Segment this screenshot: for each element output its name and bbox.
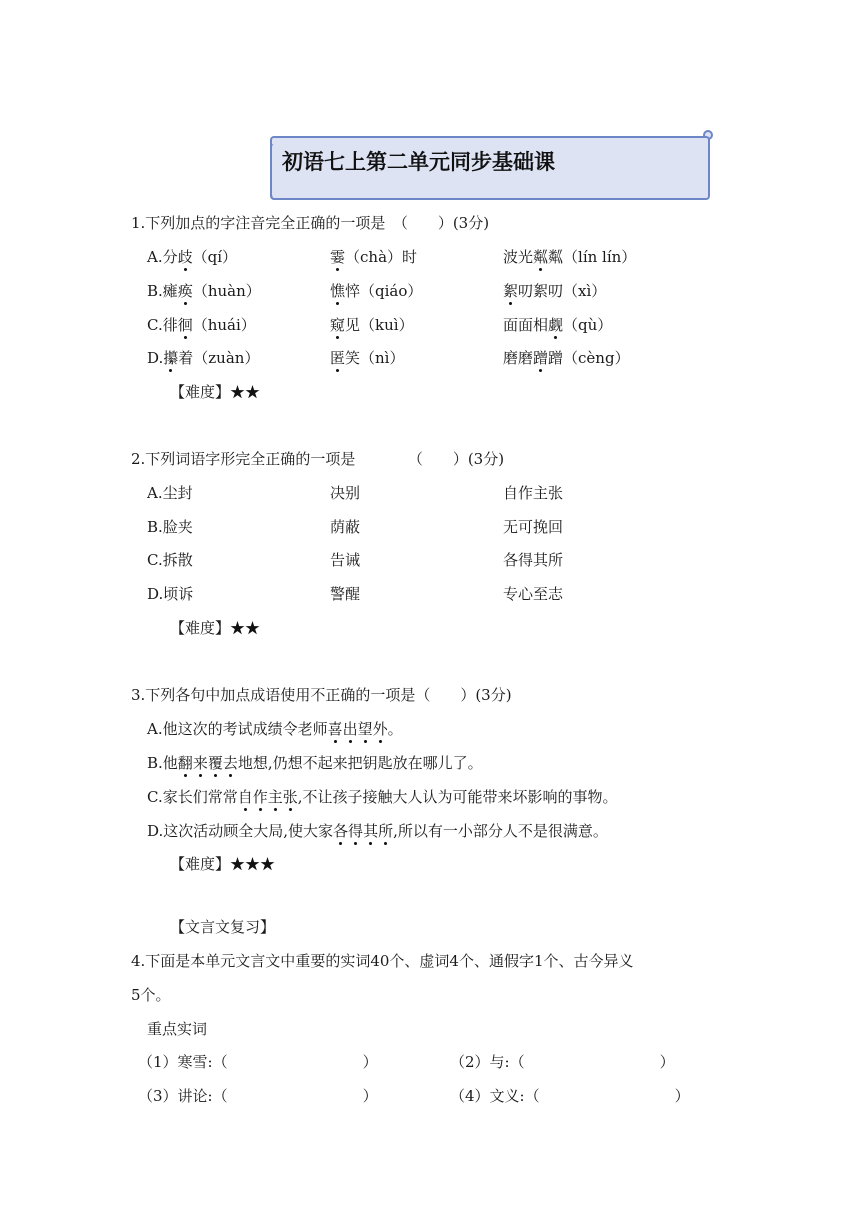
option-text: 地想,仍想不起来把钥匙放在哪儿了。 [237,754,483,772]
q2-option-c2: 决别 [330,484,361,502]
blank-item: （1）寒雪:（ ） [138,1053,378,1071]
option-text: 面面相 [503,316,549,334]
q1-option-c2 [330,314,414,335]
option-text: 笑（nì） [345,349,405,367]
option-text: D. [147,349,164,367]
option-text: B.他 [147,754,178,772]
emphasized-text: 匿 [330,349,346,367]
emphasized-text: 窥 [330,316,346,334]
q2-difficulty: 【难度】★★ [170,619,261,637]
option-text: C.家长们常常 [147,788,238,806]
q2-option-c3: 无可挽回 [503,518,564,536]
emphasized-text: 憔 [330,282,346,300]
blank-item: （3）讲论:（ ） [138,1087,378,1105]
q2-stem: 2.下列词语字形完全正确的一项是 （ ）(3分) [131,450,505,468]
difficulty-stars: ★★ [230,619,261,637]
option-text: C.徘 [147,316,178,334]
q2-option-c1: A.尘封 [147,484,193,502]
blank-item: （4）文义:（ ） [450,1087,690,1105]
option-text: A.分 [147,248,178,266]
q3-option [147,786,618,807]
q2-option-c2: 荫蔽 [330,518,361,536]
page-title: 初语七上第二单元同步基础课 [282,150,555,174]
option-text: （qí） [192,248,238,266]
difficulty-stars: ★★★ [230,855,276,873]
q4-stem-line1: 4.下面是本单元文言文中重要的实词40个、虚词4个、通假字1个、古今异义 [131,952,634,970]
q4-stem-line2: 5个。 [131,986,171,1004]
emphasized-text: 霎 [330,248,346,266]
q2-option-c2: 警醒 [330,585,361,603]
option-text: （huàn） [192,282,261,300]
q2-option-c1: D.顷诉 [147,585,194,603]
option-text: 蹭（cèng） [548,349,630,367]
option-text: ,不让孩子接触大人认为可能带来坏影响的事物。 [297,788,618,806]
q2-option-c2: 告诫 [330,551,361,569]
q4-subheading: 重点实词 [147,1020,208,1038]
q3-option [147,752,483,773]
option-text: 磨磨 [503,349,534,367]
q2-option-c3: 专心至志 [503,585,564,603]
emphasized-text: 蹭 [533,349,549,367]
blank-item: （2）与:（ ） [450,1053,675,1071]
q1-option-c3 [503,246,636,267]
emphasized-text: 痪 [177,282,193,300]
q3-option [147,718,403,739]
option-text: 粼（lín lín） [548,248,637,266]
emphasized-text: 粼 [533,248,549,266]
emphasized-text: 觑 [548,316,564,334]
q2-option-c1: B.脸夹 [147,518,193,536]
q1-difficulty: 【难度】★★ [170,383,261,401]
q1-option-c3 [503,314,612,335]
q1-option-c1 [147,280,261,301]
q2-option-c3: 自作主张 [503,484,564,502]
option-text: （chà）时 [345,248,418,266]
option-text: （qù） [563,316,613,334]
q1-option-c1 [147,246,237,267]
option-text: 悴（qiáo） [345,282,423,300]
option-text: 波光 [503,248,534,266]
q1-option-c2 [330,246,417,267]
q3-difficulty: 【难度】★★★ [170,855,276,873]
option-text: D.这次活动顾全大局,使大家 [147,822,334,840]
emphasized-text: 歧 [177,248,193,266]
q1-option-c1 [147,314,256,335]
emphasized-text: 翻来覆去 [177,754,238,772]
q1-option-c3 [503,280,606,301]
emphasized-text: 喜出望外 [327,720,388,738]
option-text: A.他这次的考试成绩令老师 [147,720,328,738]
q1-stem: 1.下列加点的字注音完全正确的一项是 （ ）(3分) [131,214,490,232]
q2-option-c3: 各得其所 [503,551,564,569]
emphasized-text: 絮 [503,282,519,300]
option-text: 着（zuàn） [178,349,260,367]
q1-option-c3 [503,347,630,368]
q2-option-c1: C.拆散 [147,551,193,569]
option-text: 见（kuì） [345,316,414,334]
q1-option-c2 [330,280,422,301]
option-text: B.瘫 [147,282,178,300]
emphasized-text: 攥 [163,349,179,367]
q1-option-c1 [147,347,259,368]
option-text: ,所以有一小部分人不是很满意。 [393,822,608,840]
option-text: 。 [387,720,403,738]
emphasized-text: 徊 [177,316,193,334]
emphasized-text: 自作主张 [237,788,298,806]
option-text: （huái） [192,316,256,334]
q1-option-c2 [330,347,404,368]
section-heading: 【文言文复习】 [170,918,276,936]
q3-option [147,820,608,841]
option-text: 叨絮叨（xì） [518,282,607,300]
emphasized-text: 各得其所 [333,822,394,840]
q3-stem: 3.下列各句中加点成语使用不正确的一项是（ ）(3分) [131,686,512,704]
difficulty-stars: ★★ [230,383,261,401]
